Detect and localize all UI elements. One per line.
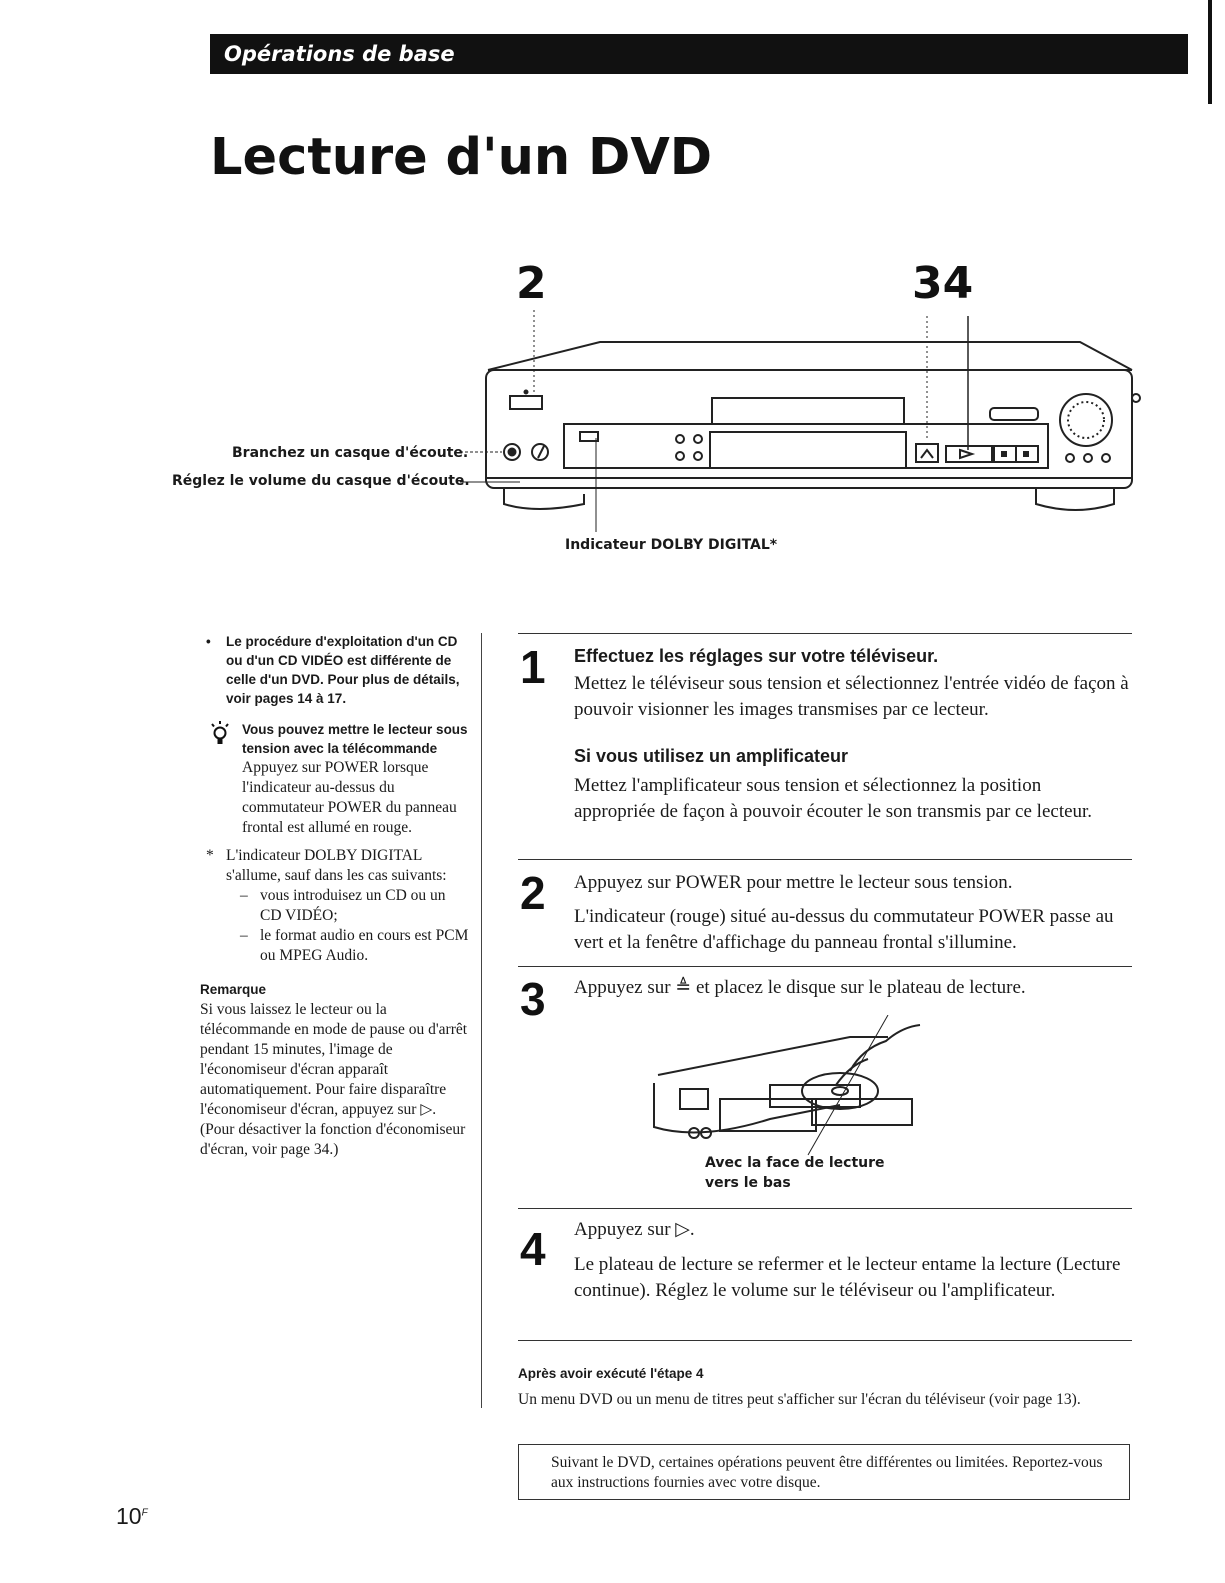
remark-title: Remarque bbox=[200, 982, 267, 997]
asterisk-mark: * bbox=[206, 847, 214, 864]
dvd-player-illustration bbox=[460, 300, 1160, 540]
step-number-2: 2 bbox=[520, 867, 546, 919]
disc-loading-illustration bbox=[640, 1015, 930, 1165]
step-2-text: Appuyez sur POWER pour mettre le lecteur sous tension. bbox=[574, 872, 1013, 893]
page-number: $10^F$ bbox=[116, 1503, 148, 1529]
label-headphones: Branchez un casque d'écoute. bbox=[232, 445, 469, 461]
exception-list bbox=[226, 886, 470, 966]
step-4-text: Appuyez sur ▷. bbox=[574, 1219, 695, 1240]
after-step-text: Un menu DVD ou un menu de titres peut s'afficher sur l'écran du téléviseur (voir page 13). bbox=[518, 1391, 1081, 1408]
step-divider bbox=[518, 966, 1132, 967]
note-dolby-indicator: * L'indicateur DOLBY DIGITAL s'allume, sauf dans les cas suivants: – vous introduisez un CD ou un CD VIDÉO; – le format audio en cours est PCM ou MPEG Audio. bbox=[206, 847, 469, 964]
page-title: Lecture d'un DVD bbox=[210, 128, 713, 187]
step-1-subheading: Si vous utilisez un amplificateur bbox=[574, 746, 849, 766]
bullet-icon: • bbox=[206, 634, 211, 649]
step-1-text: Mettez le téléviseur sous tension et sélectionnez l'entrée vidéo de façon à pouvoir visionner les images transmises par ce lecteur. bbox=[574, 673, 1129, 720]
list-item: – vous introduisez un CD ou un CD VIDÉO; bbox=[240, 887, 446, 924]
list-item: – le format audio en cours est PCM ou MPEG Audio. bbox=[240, 927, 469, 964]
step-divider bbox=[518, 859, 1132, 860]
step-4-text2: Le plateau de lecture se refermer et le lecteur entame la lecture (Lecture continue). Réglez le volume sur le téléviseur ou l'amplificateur. bbox=[574, 1254, 1121, 1301]
section-title: Opérations de base bbox=[224, 42, 455, 66]
margin-rule bbox=[1208, 0, 1212, 104]
tip-heading: Vous pouvez mettre le lecteur sous tension avec la télécommande bbox=[242, 722, 468, 756]
step-3-text: Appuyez sur ≜ et placez le disque sur le plateau de lecture. bbox=[574, 977, 1026, 998]
note-cd-procedure: • Le procédure d'exploitation d'un CD ou d'un CD VIDÉO est différente de celle d'un DVD. Pour plus de détails, voir pages 14 à 17. bbox=[206, 634, 460, 706]
step-divider bbox=[518, 633, 1132, 634]
remark-text: Si vous laissez le lecteur ou la télécommande en mode de pause ou d'arrêt pendant 15 minutes, l'image de l'économiseur d'écran apparaît automatiquement. Pour faire disparaître l'économiseur d'écran, appuyez sur ▷. (Pour désactiver la fonction d'économiseur d'écran, voir page 34.) bbox=[200, 1001, 468, 1158]
column-divider bbox=[481, 633, 482, 1408]
step-2-text2: L'indicateur (rouge) situé au-dessus du commutateur POWER passe au vert et la fenêtre d'affichage du panneau frontal s'illumine. bbox=[574, 906, 1114, 953]
tip-text: Appuyez sur POWER lorsque l'indicateur au-dessus du commutateur POWER du panneau frontal est allumé en rouge. bbox=[242, 759, 457, 836]
step-1-heading: Effectuez les réglages sur votre téléviseur. bbox=[574, 646, 939, 666]
section-header bbox=[210, 34, 1188, 74]
disc-caption-line2: vers le bas bbox=[705, 1175, 791, 1191]
label-dolby-indicator: Indicateur DOLBY DIGITAL* bbox=[565, 537, 778, 553]
notice-text: Suivant le DVD, certaines opérations peuvent être différentes ou limitées. Reportez-vous aux instructions fournies avec votre disque. bbox=[551, 1454, 1103, 1491]
label-headphone-volume: Réglez le volume du casque d'écoute. bbox=[172, 473, 470, 489]
tip-power-remote bbox=[200, 720, 470, 838]
sidebar-notes bbox=[200, 632, 470, 1160]
step-number-3: 3 bbox=[520, 973, 546, 1025]
after-step-title: Après avoir exécuté l'étape 4 bbox=[518, 1366, 704, 1381]
step-divider bbox=[518, 1340, 1132, 1341]
step-1-subtext: Mettez l'amplificateur sous tension et sélectionnez la position appropriée de façon à pouvoir écouter le son transmis par ce lecteur. bbox=[574, 775, 1093, 822]
callout-number-2: 2 bbox=[516, 258, 547, 309]
lightbulb-icon bbox=[208, 720, 232, 748]
step-divider bbox=[518, 1208, 1132, 1209]
callout-number-34: 34 bbox=[912, 258, 974, 309]
step-number-1: 1 bbox=[520, 641, 546, 693]
step-number-4: 4 bbox=[520, 1223, 546, 1275]
disc-caption-line1: Avec la face de lecture bbox=[705, 1155, 885, 1171]
